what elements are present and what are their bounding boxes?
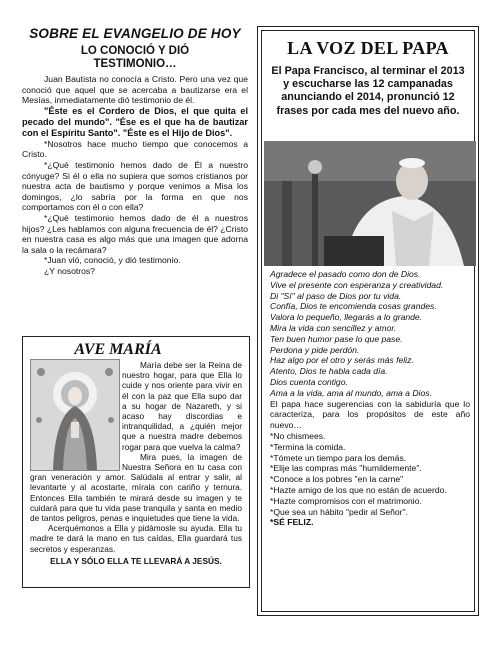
phrase-item: Perdona y pide perdón. [270, 344, 360, 355]
suggestion-item: *Tómete un tiempo para los demás. [270, 452, 407, 463]
ave-paragraph: Mira pues, la imagen de Nuestra Señora en tu casa con gran veneración y amor. Salúdala al entrar y salir, al levantarte y al acostarte, mírala con cariño y ternura. Entonces Ella también te mirará desde su imagen y te cuidará para que tu vida pase tranquila y santa en medio de tantos peligros, penas e inquietudes que tiene la vida. [30, 451, 242, 524]
suggestions-intro: El papa hace sugerencias con la sabiduría que lo caracteriza, para los propósitos de este año nuevo… [270, 398, 470, 431]
phrase-item: Ten buen humor pase lo que pase. [270, 333, 403, 344]
ave-closing: ELLA Y SÓLO ELLA TE LLEVARÁ A JESÚS. [50, 555, 222, 566]
gospel-paragraph: *¿Qué testimonio hemos dado de Él a nuestro cónyuge? Si él o ella no supiera que somos cristianos por nuestra acta de bautismo y porque venimos a Misa los domingos, ¿lo sabría por la forma en que nos comportamos con él o con ella? [22, 159, 248, 213]
phrase-item: Di "Sí" al paso de Dios por tu vida. [270, 290, 402, 301]
suggestion-item: *Termina la comida. [270, 441, 346, 452]
gospel-section [22, 26, 248, 277]
phrase-item: Ama a la vida, ama al mundo, ama a Dios. [270, 387, 432, 398]
ave-maria-box [22, 336, 250, 588]
phrase-item: Vive el presente con esperanza y creatividad. [270, 279, 444, 290]
pope-voice-title: LA VOZ DEL PAPA [287, 38, 449, 58]
phrase-item: Haz algo por el otro y serás más feliz. [270, 355, 414, 366]
pope-francis-illustration [264, 141, 476, 266]
gospel-paragraph: Juan Bautista no conocía a Cristo. Pero una vez que conoció que aquel que se acercaba a bautizarse era el Mesías, inmediatamente dió testimonio de él. [22, 74, 248, 106]
ave-paragraph: María debe ser la Reina de nuestro hogar, para que Ella lo cuide y nos oriente para vivir en él con la paz que Ella supo dar a su hogar de Nazareth, y si acaso hay discordias e intranquilidad, a ¿quién mejor que a nuestra madre debemos rogar para que vuelva la calma? [122, 360, 242, 452]
pope-phrases [270, 269, 470, 399]
gospel-subheading-line1: LO CONOCIÓ Y DIÓ [80, 45, 190, 57]
suggestion-item: *Conoce a los pobres "en la carne" [270, 474, 404, 485]
suggestion-item: *Que sea un hábito "pedir al Señor". [270, 506, 408, 517]
gospel-paragraph: ¿Y nosotros? [44, 265, 95, 276]
ave-maria-title: AVE MARÍA [74, 341, 162, 358]
phrase-item: Agradece el pasado como don de Dios. [270, 269, 421, 279]
phrase-item: Mira la vida con sencillez y amor. [270, 322, 397, 333]
suggestions-list [270, 431, 470, 528]
phrase-item: Atento, Dios te habla cada día. [270, 366, 388, 377]
gospel-subheading [22, 45, 248, 71]
suggestion-item: *Hazte compromisos con el matrimonio. [270, 495, 422, 506]
suggestion-item: *Hazte amigo de los que no están de acuerdo. [270, 484, 447, 495]
gospel-paragraph: "Éste es el Cordero de Dios, el que quita el pecado del mundo". "Ése es el que ha de bautizar con el Espíritu Santo". "Éste es el Hijo de Dios". [22, 105, 248, 138]
phrase-item: Confía, Dios te encomienda cosas grandes. [270, 301, 437, 312]
suggestion-item: *Elije las compras más "humildemente". [270, 463, 422, 474]
gospel-heading: SOBRE EL EVANGELIO DE HOY [29, 26, 241, 41]
phrase-item: Valora lo pequeño, llegarás a lo grande. [270, 312, 423, 323]
pope-voice-lead: El Papa Francisco, al terminar el 2013 y escucharse las 12 campanadas anunciando el 2014, pronunció 12 frases por cada mes del nuevo año. [271, 65, 465, 117]
gospel-subheading-line2: TESTIMONIO… [93, 58, 177, 70]
ave-paragraph: Acerquémonos a Ella y pidámosle su ayuda. Ella tu madre te dará la mano en tus caídas, Ella guardará tus secretos y esperanzas. [30, 523, 242, 554]
gospel-paragraph: *Nosotros hace mucho tiempo que conocemos a Cristo. [22, 138, 248, 160]
gospel-body [22, 74, 248, 277]
ave-maria-body [30, 356, 242, 566]
pope-voice-text [270, 269, 470, 528]
gospel-paragraph: *Juan vió, conoció, y dió testimonio. [44, 255, 181, 266]
gospel-paragraph: *¿Qué testimonio hemos dado de él a nuestros hijos? ¿Les hablamos con alguna frecuencia de él? ¿Cristo en nuestra casa es algo más que una imagen que adorna la sala o la recámara? [22, 212, 248, 255]
pope-francis-photo [264, 141, 476, 266]
suggestion-item: *No chismees. [270, 430, 326, 441]
suggestion-item: *SÉ FELIZ. [270, 517, 314, 528]
phrase-item: Dios cuenta contigo. [270, 376, 348, 387]
pope-voice-box [257, 26, 479, 616]
